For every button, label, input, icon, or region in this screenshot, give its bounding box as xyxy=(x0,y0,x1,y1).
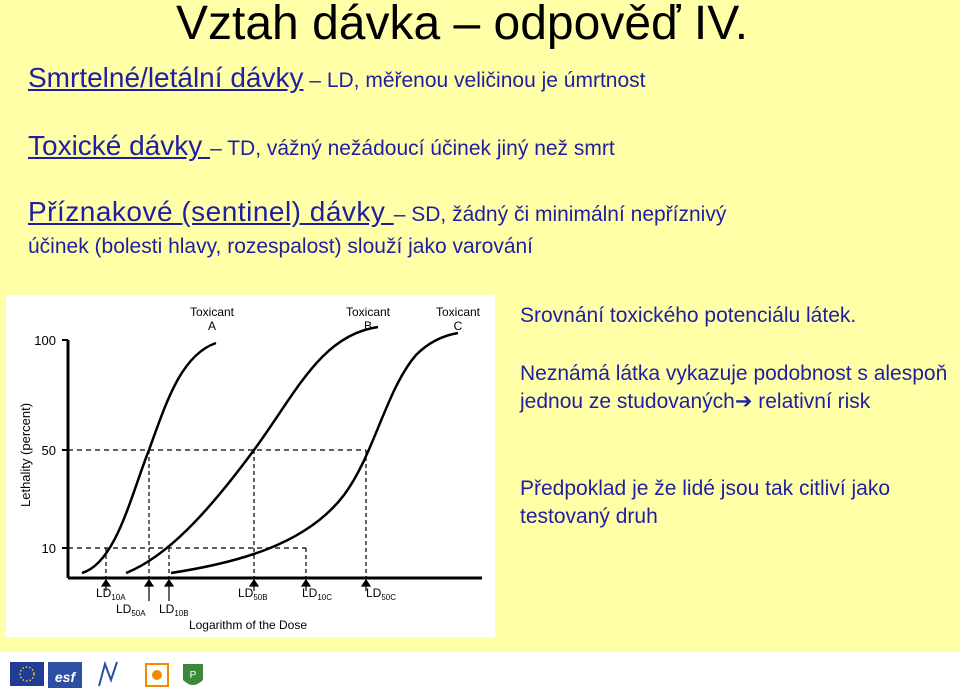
definition-sentinel-term: Příznakové (sentinel) dávky xyxy=(28,196,394,227)
definition-toxic-text: – TD, vážný nežádoucí účinek jiný než smrt xyxy=(210,137,615,160)
curve-toxicant-c xyxy=(171,333,458,573)
side-note-comparison: Srovnání toxického potenciálu látek. xyxy=(520,304,857,327)
esf-logo-icon xyxy=(48,656,84,696)
y-axis-label: Lethality (percent) xyxy=(18,402,33,507)
dose-response-chart xyxy=(6,295,495,637)
dose-label-ld50c: $LD_{50C}$ xyxy=(366,586,397,602)
definition-toxic xyxy=(28,130,615,162)
dose-label-ld10b: $LD_{10B}$ xyxy=(159,602,189,618)
definition-lethal-text: – LD, měřenou veličinou je úmrtnost xyxy=(303,69,646,92)
series-label-a-line1: Toxicant xyxy=(189,305,235,319)
side-note-unknown-substance: Neznámá látka vykazuje podobnost s alespoň jednou ze studovaných➔ relativní risk xyxy=(520,362,948,413)
y-tick-label-100: 100 xyxy=(34,333,56,348)
series-label-b-line2: B xyxy=(363,319,373,333)
eu-flag-icon xyxy=(10,656,44,696)
definition-lethal xyxy=(28,62,645,94)
definition-sentinel-text: – SD, žádný či minimální nepříznivý xyxy=(393,203,727,226)
university-logo-icon xyxy=(180,656,206,696)
x-axis-label: Logarithm of the Dose xyxy=(188,618,308,632)
definition-toxic-term: Toxické dávky xyxy=(28,130,211,161)
footer-logos xyxy=(0,652,960,700)
dose-label-ld10c: $LD_{10C}$ xyxy=(302,586,333,602)
y-tick-label-50: 50 xyxy=(41,443,56,458)
dose-label-ld50a: $LD_{50A}$ xyxy=(116,602,146,618)
definition-lethal-term: Smrtelné/letální dávky xyxy=(28,62,304,93)
y-tick-label-10: 10 xyxy=(41,541,56,556)
op-vk-logo-icon xyxy=(142,656,172,696)
dose-label-ld50b: $LD_{50B}$ xyxy=(238,586,268,602)
series-label-a-line2: A xyxy=(207,319,217,333)
svg-text:P: P xyxy=(189,670,197,681)
series-label-c-line1: Toxicant xyxy=(435,305,481,319)
dose-label-ld10a: $LD_{10A}$ xyxy=(96,586,126,602)
series-label-c-line2: C xyxy=(453,319,463,333)
chart-svg xyxy=(6,295,495,637)
slide-title: Vztah dávka – odpověď IV. xyxy=(176,0,749,50)
svg-text:esf: esf xyxy=(54,669,76,685)
definition-sentinel-continued: účinek (bolesti hlavy, rozespalost) slouží jako varování xyxy=(28,235,534,258)
series-label-b-line1: Toxicant xyxy=(345,305,391,319)
msmt-logo-icon xyxy=(95,656,123,696)
side-note-assumption: Předpoklad je že lidé jsou tak citliví jako testovaný druh xyxy=(520,477,891,528)
definition-sentinel xyxy=(28,196,726,228)
